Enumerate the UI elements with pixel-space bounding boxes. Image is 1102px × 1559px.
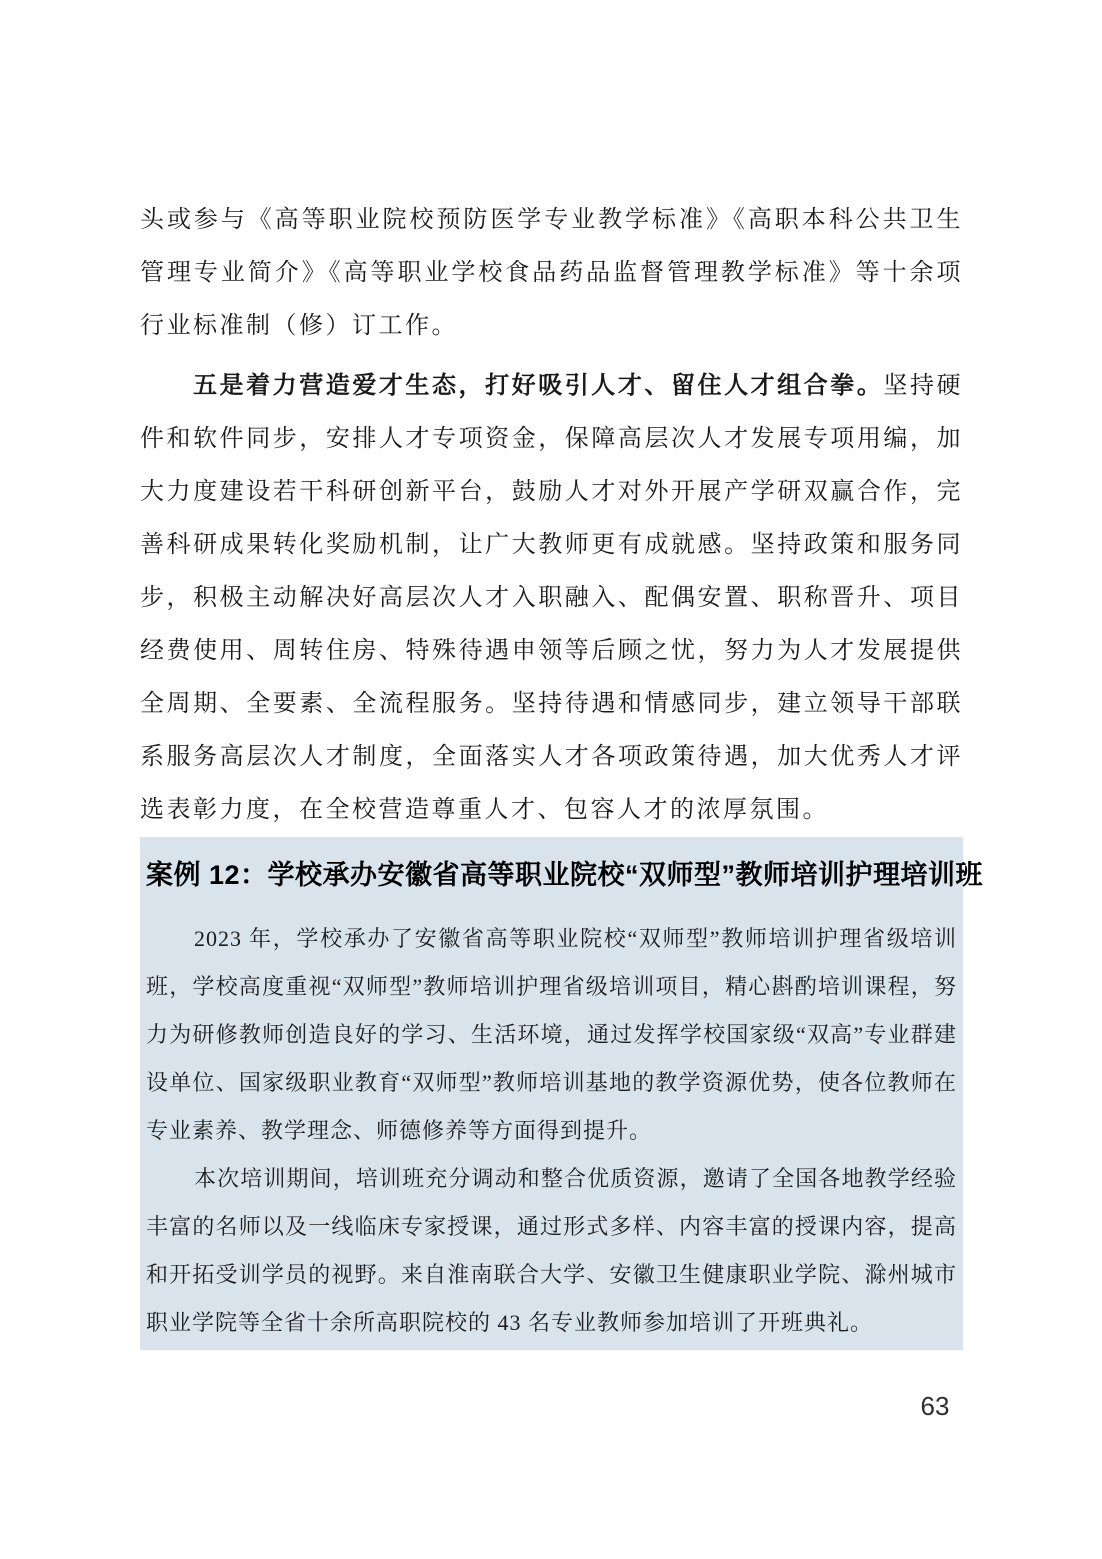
case-study-title: 案例 12：学校承办安徽省高等职业院校“双师型”教师培训护理培训班 [146,860,984,890]
paragraph-standards: 头或参与《高等职业院校预防医学专业教学标准》《高职本科公共卫生管理专业简介》《高等职业学校食品药品监督管理教学标准》等十余项行业标准制（修）订工作。 [140,207,963,339]
case-study-paragraph-1: 2023 年，学校承办了安徽省高等职业院校“双师型”教师培训护理省级培训班，学校高度重视“双师型”教师培训护理省级培训项目，精心斟酌培训课程，努力为研修教师创造良好的学习、生活环境，通过发挥学校国家级“双高”专业群建设单位、国家级职业教育“双师型”教师培训基地的教学资源优势，使各位教师在专业素养、教学理念、师德修养等方面得到提升。 [146,926,957,1143]
case-study-box [140,837,984,1350]
paragraph-talent-ecosystem [140,360,963,837]
page-number: 63 [920,1391,950,1421]
paragraph-talent-lead-sentence: 五是着力营造爱才生态，打好吸引人才、留住人才组合拳。 [193,373,884,399]
paragraph-talent-body: 坚持硬件和软件同步，安排人才专项资金，保障高层次人才发展专项用编，加大力度建设若干科研创新平台，鼓励人才对外开展产学研双赢合作，完善科研成果转化奖励机制，让广大教师更有成就感。坚持政策和服务同步，积极主动解决好高层次人才入职融入、配偶安置、职称晋升、项目经费使用、周转住房、特殊待遇申领等后顾之忧，努力为人才发展提供全周期、全要素、全流程服务。坚持待遇和情感同步，建立领导干部联系服务高层次人才制度，全面落实人才各项政策待遇，加大优秀人才评选表彰力度，在全校营造尊重人才、包容人才的浓厚氛围。 [140,373,963,823]
case-study-paragraph-2: 本次培训期间，培训班充分调动和整合优质资源，邀请了全国各地教学经验丰富的名师以及一线临床专家授课，通过形式多样、内容丰富的授课内容，提高和开拓受训学员的视野。来自淮南联合大学、安徽卫生健康职业学院、滁州城市职业学院等全省十余所高职院校的 43 名专业教师参加培训了开班典礼。 [146,1166,957,1335]
